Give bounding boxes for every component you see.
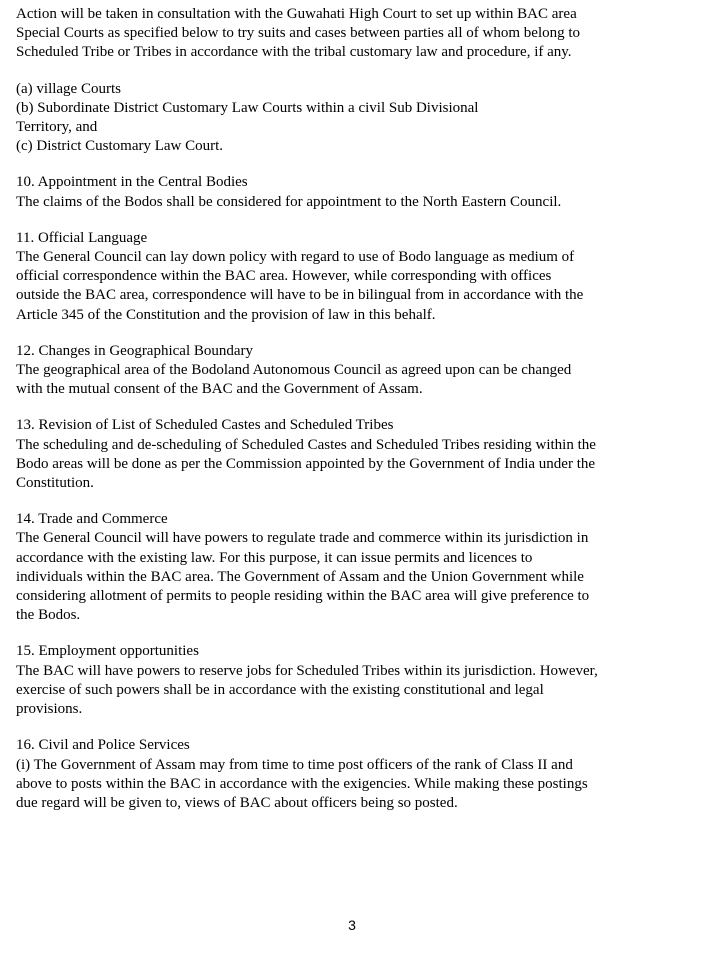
section-heading: 11. Official Language	[16, 229, 148, 246]
section-civil-police	[16, 736, 688, 813]
section-line: The claims of the Bodos shall be considered for appointment to the North Eastern Council.	[16, 193, 562, 210]
section-central-bodies	[16, 173, 688, 211]
paragraph-gap	[16, 156, 688, 173]
section-heading: 12. Changes in Geographical Boundary	[16, 342, 254, 359]
section-heading: 13. Revision of List of Scheduled Castes and Scheduled Tribes	[16, 417, 394, 434]
intro-line: Special Courts as specified below to try suits and cases between parties all of whom belong to	[16, 25, 581, 42]
section-heading: 16. Civil and Police Services	[16, 737, 190, 754]
section-heading: 15. Employment opportunities	[16, 643, 199, 660]
section-line: exercise of such powers shall be in accordance with the existing constitutional and legal	[16, 681, 544, 698]
courts-list-item: Territory, and	[16, 119, 98, 136]
section-line: The BAC will have powers to reserve jobs for Scheduled Tribes within its jurisdiction. However,	[16, 662, 598, 679]
paragraph-gap	[16, 325, 688, 342]
section-official-language	[16, 229, 688, 325]
paragraph-gap	[16, 212, 688, 229]
intro-line: Scheduled Tribe or Tribes in accordance with the tribal customary law and procedure, if any.	[16, 44, 572, 61]
paragraph-gap	[16, 625, 688, 642]
intro-line: Action will be taken in consultation with the Guwahati High Court to set up within BAC area	[16, 6, 577, 22]
page-number: 3	[348, 917, 356, 933]
section-line: due regard will be given to, views of BAC about officers being so posted.	[16, 794, 458, 811]
section-line: Constitution.	[16, 475, 94, 492]
section-line: individuals within the BAC area. The Government of Assam and the Union Government while	[16, 568, 584, 585]
section-line: the Bodos.	[16, 607, 81, 624]
section-line: The scheduling and de-scheduling of Scheduled Castes and Scheduled Tribes residing within the	[16, 436, 596, 453]
paragraph-gap	[16, 493, 688, 510]
section-geographical-boundary	[16, 342, 688, 400]
courts-list-item: (b) Subordinate District Customary Law Courts within a civil Sub Divisional	[16, 99, 479, 116]
section-employment	[16, 642, 688, 719]
section-line: outside the BAC area, correspondence will have to be in bilingual from in accordance with the	[16, 287, 584, 304]
paragraph-gap	[16, 399, 688, 416]
section-line: The geographical area of the Bodoland Autonomous Council as agreed upon can be changed	[16, 362, 572, 379]
section-heading: 10. Appointment in the Central Bodies	[16, 174, 248, 191]
paragraph-gap	[16, 719, 688, 736]
intro-paragraph	[16, 5, 688, 63]
section-trade-commerce	[16, 510, 688, 625]
section-line: considering allotment of permits to people residing within the BAC area will give preference to	[16, 588, 590, 605]
section-line: Bodo areas will be done as per the Commission appointed by the Government of India under the	[16, 455, 596, 472]
paragraph-gap	[16, 63, 688, 80]
document-page	[16, 5, 688, 813]
section-line: accordance with the existing law. For this purpose, it can issue permits and licences to	[16, 549, 533, 566]
courts-list-item: (a) village Courts	[16, 80, 121, 97]
section-line: official correspondence within the BAC area. However, while corresponding with offices	[16, 268, 552, 285]
section-scheduled-lists	[16, 416, 688, 493]
courts-list-item: (c) District Customary Law Court.	[16, 138, 224, 155]
section-heading: 14. Trade and Commerce	[16, 511, 168, 528]
section-line: with the mutual consent of the BAC and the Government of Assam.	[16, 381, 423, 398]
courts-list	[16, 80, 688, 157]
section-line: The General Council will have powers to regulate trade and commerce within its jurisdiction in	[16, 530, 589, 547]
section-line: provisions.	[16, 701, 83, 718]
section-line: Article 345 of the Constitution and the provision of law in this behalf.	[16, 306, 436, 323]
section-line: The General Council can lay down policy with regard to use of Bodo language as medium of	[16, 249, 575, 266]
section-line: (i) The Government of Assam may from time to time post officers of the rank of Class II and	[16, 756, 573, 773]
section-line: above to posts within the BAC in accordance with the exigencies. While making these postings	[16, 775, 588, 792]
